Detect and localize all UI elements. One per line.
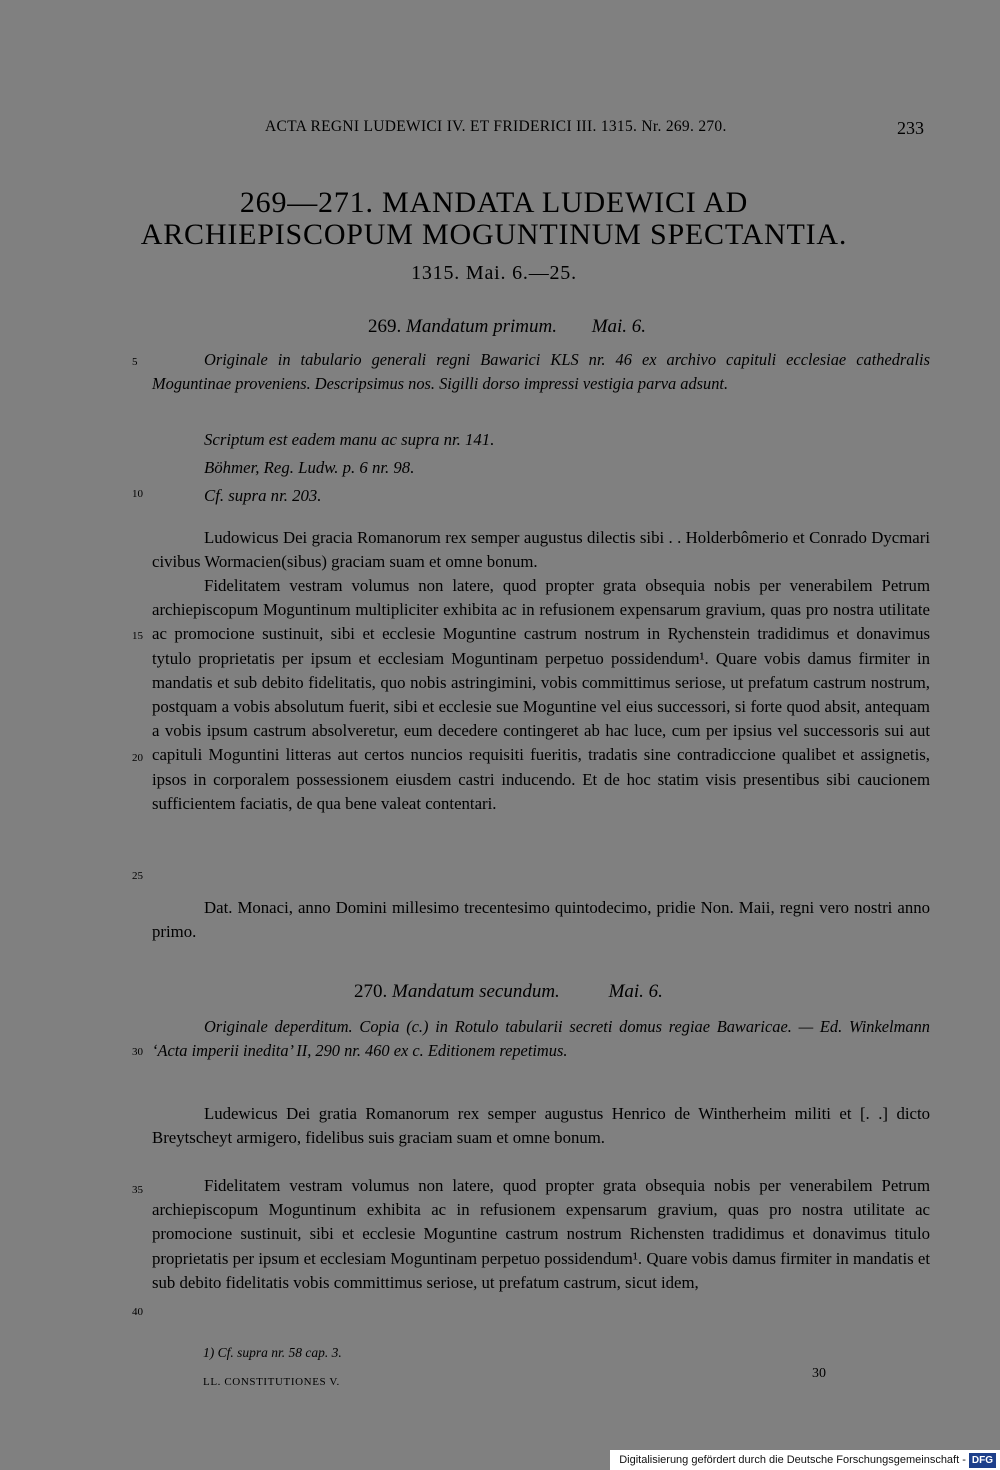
margin-line-number: 30 bbox=[132, 1046, 143, 1058]
margin-line-number: 5 bbox=[132, 356, 138, 368]
section-270-heading bbox=[354, 981, 663, 1003]
main-heading-dates: 1315. Mai. 6.—25. bbox=[411, 262, 577, 284]
main-heading-line1: 269—271. MANDATA LUDEWICI AD bbox=[239, 186, 749, 219]
section-269-note-boehmer: Böhmer, Reg. Ludw. p. 6 nr. 98. bbox=[204, 458, 415, 477]
section-269-note-cf: Cf. supra nr. 203. bbox=[204, 486, 322, 505]
section-269-body: Fidelitatem vestram volumus non latere, quod propter grata obsequia nobis per venerabilem Petrum archiepiscopum Moguntinum multipliciter exhibita ac in refusionem expensarum gravium, quas pro nostra utilitate ac promocione sustinuit, sibi et ecclesie Moguntine castrum nostrum in Rychenstein tradidimus et donavimus tytulo proprietatis per ipsum et ecclesiam Moguntinam perpetuo possidendum¹. Quare vobis damus firmiter in mandatis et sub debito fidelitatis, quo nobis astringimini, vobis committimus seriose, ut prefatum castrum nostrum, postquam a vobis absolutum fuerit, sibi et ecclesie sue Moguntine vel eius successori, si forte quod absit, antequam a vobis ipsum castrum absolveretur, eum decedere contingeret ab hac luce, cum per ipsius vel successoris sui aut capituli Moguntini litteras aut certos nuncios requisiti fueritis, tradatis sine contradiccione qualibet et assignetis, ipsos in corporalem possessionem eiusdem castri inducendo. Et de hoc statim visis presentibus sibi caucionem sufficientem faciatis, de qua bene valeat contentari. bbox=[152, 576, 930, 813]
margin-line-number: 15 bbox=[132, 630, 143, 642]
dfg-logo-icon: DFG bbox=[969, 1453, 996, 1468]
signature-mark: 30 bbox=[812, 1366, 826, 1381]
section-title: Mandatum primum. bbox=[406, 316, 557, 337]
section-title: Mandatum secundum. bbox=[392, 981, 560, 1002]
section-number: 270. bbox=[354, 981, 388, 1002]
section-269-heading bbox=[368, 316, 646, 338]
credit-text: Digitalisierung gefördert durch die Deutsche Forschungsgemeinschaft - bbox=[619, 1454, 966, 1466]
margin-line-number: 40 bbox=[132, 1306, 143, 1318]
section-269-source-note: Originale in tabulario generali regni Bawarici KLS nr. 46 ex archivo capituli ecclesiae cathedralis Moguntinae proveniens. Descripsimus nos. Sigilli dorso impressi vestigia parva adsunt. bbox=[152, 350, 930, 394]
section-270-body: Fidelitatem vestram volumus non latere, quod propter grata obsequia nobis per venerabilem Petrum archiepiscopum Moguntinum exhibita ac in refusionem expensarum gravium, quas pro nostra utilitate ac promocione sustinuit, sibi et ecclesie Moguntine castrum nostrum Richensten tradidimus et donavimus titulo proprietatis per ipsum et ecclesiam Moguntinam perpetuo possidendum¹. Quare vobis damus firmiter in mandatis et sub debito fidelitatis vobis committimus seriose, ut prefatum castrum, sicut idem, bbox=[152, 1176, 930, 1292]
section-269-dating: Dat. Monaci, anno Domini millesimo trecentesimo quintodecimo, pridie Non. Maii, regni vero nostri anno primo. bbox=[152, 898, 930, 942]
page-number: 233 bbox=[897, 118, 924, 138]
section-270-source-note: Originale deperditum. Copia (c.) in Rotulo tabularii secreti domus regiae Bawaricae. — Ed. Winkelmann ‘Acta imperii inedita’ II, 290 nr. 460 ex c. Editionem repetimus. bbox=[152, 1017, 930, 1061]
main-heading-line2: ARCHIEPISCOPUM MOGUNTINUM SPECTANTIA. bbox=[140, 218, 848, 251]
section-269-note-scribe: Scriptum est eadem manu ac supra nr. 141. bbox=[204, 430, 495, 449]
section-date: Mai. 6. bbox=[591, 316, 647, 337]
section-number: 269. bbox=[368, 316, 402, 337]
margin-line-number: 20 bbox=[132, 752, 143, 764]
series-footer: LL. CONSTITUTIONES V. bbox=[203, 1376, 340, 1388]
section-date: Mai. 6. bbox=[608, 981, 663, 1002]
margin-line-number: 10 bbox=[132, 488, 143, 500]
section-270-salutation: Ludewicus Dei gratia Romanorum rex semper augustus Henrico de Wintherheim militi et [. .] dicto Breytscheyt armigero, fidelibus suis graciam suam et omne bonum. bbox=[152, 1104, 930, 1148]
footnote: 1) Cf. supra nr. 58 cap. 3. bbox=[203, 1345, 342, 1360]
margin-line-number: 25 bbox=[132, 870, 143, 882]
digitization-credit bbox=[610, 1450, 1000, 1470]
margin-line-number: 35 bbox=[132, 1184, 143, 1196]
running-head: ACTA REGNI LUDEWICI IV. ET FRIDERICI III. 1315. Nr. 269. 270. bbox=[265, 118, 727, 135]
section-269-salutation: Ludowicus Dei gracia Romanorum rex semper augustus dilectis sibi . . Holderbômerio et Conrado Dycmari civibus Wormacien(sibus) graciam suam et omne bonum. bbox=[152, 528, 930, 572]
